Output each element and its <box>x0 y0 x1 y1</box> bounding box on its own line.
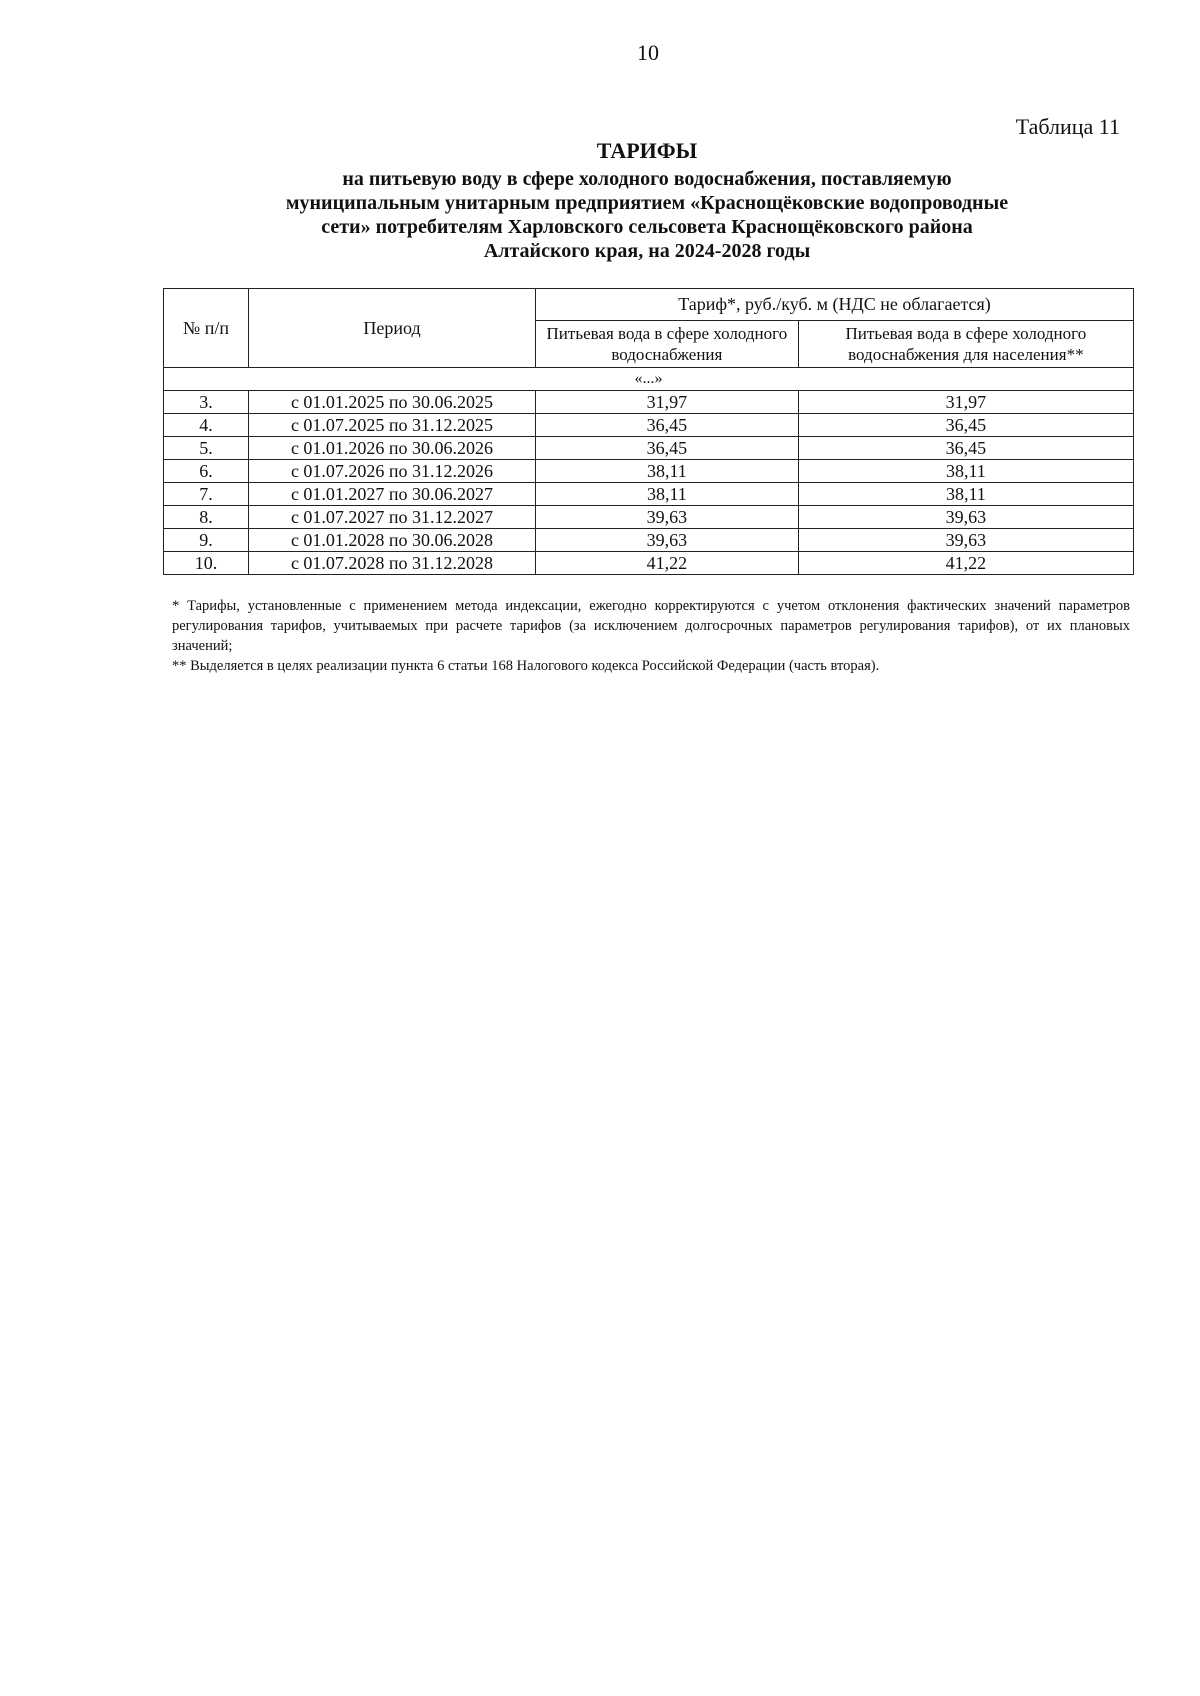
footnotes <box>172 596 1130 676</box>
cell-drinking: 36,45 <box>536 437 799 460</box>
table-row <box>164 483 1134 506</box>
table-row-ellipsis <box>164 368 1134 391</box>
table-label: Таблица 11 <box>1015 114 1120 139</box>
title-line: сети» потребителям Харловского сельсовета Краснощёковского района <box>321 216 973 238</box>
title-line: Алтайского края, на 2024-2028 годы <box>483 240 811 262</box>
cell-drinking: 36,45 <box>536 414 799 437</box>
header-period: Период <box>249 289 536 368</box>
cell-num: 3. <box>164 391 249 414</box>
table-row <box>164 506 1134 529</box>
cell-drinking: 39,63 <box>536 529 799 552</box>
cell-num: 5. <box>164 437 249 460</box>
header-drinking-water: Питьевая вода в сфере холодного водоснабжения <box>536 321 799 368</box>
ellipsis-cell: «...» <box>164 368 1134 391</box>
cell-population: 38,11 <box>798 460 1133 483</box>
table-row <box>164 460 1134 483</box>
cell-drinking: 41,22 <box>536 552 799 575</box>
cell-population: 39,63 <box>798 506 1133 529</box>
cell-drinking: 31,97 <box>536 391 799 414</box>
cell-period: с 01.01.2027 по 30.06.2027 <box>249 483 536 506</box>
header-population: Питьевая вода в сфере холодного водоснабжения для населения** <box>798 321 1133 368</box>
table-row <box>164 552 1134 575</box>
cell-period: с 01.07.2028 по 31.12.2028 <box>249 552 536 575</box>
cell-population: 36,45 <box>798 414 1133 437</box>
page-number: 10 <box>637 40 659 65</box>
cell-population: 36,45 <box>798 437 1133 460</box>
cell-num: 8. <box>164 506 249 529</box>
cell-population: 31,97 <box>798 391 1133 414</box>
cell-num: 9. <box>164 529 249 552</box>
table-row <box>164 529 1134 552</box>
cell-num: 7. <box>164 483 249 506</box>
cell-period: с 01.07.2025 по 31.12.2025 <box>249 414 536 437</box>
cell-population: 39,63 <box>798 529 1133 552</box>
cell-population: 41,22 <box>798 552 1133 575</box>
cell-num: 10. <box>164 552 249 575</box>
cell-drinking: 39,63 <box>536 506 799 529</box>
cell-num: 4. <box>164 414 249 437</box>
table-row <box>164 414 1134 437</box>
title-line: муниципальным унитарным предприятием «Краснощёковские водопроводные <box>285 192 1009 214</box>
table-row <box>164 391 1134 414</box>
table-row <box>164 437 1134 460</box>
cell-drinking: 38,11 <box>536 483 799 506</box>
footnote: * Тарифы, установленные с применением метода индексации, ежегодно корректируются с учетом отклонения фактических значений параметров регулирования тарифов, учитываемых при расчете тарифов (за исключением долгосрочных параметров регулирования тарифов), от их плановых значений; <box>172 598 1130 654</box>
cell-period: с 01.01.2026 по 30.06.2026 <box>249 437 536 460</box>
title-line: на питьевую воду в сфере холодного водоснабжения, поставляемую <box>342 168 952 190</box>
cell-period: с 01.01.2025 по 30.06.2025 <box>249 391 536 414</box>
footnote: ** Выделяется в целях реализации пункта 6 статьи 168 Налогового кодекса Российской Федерации (часть вторая). <box>172 658 880 674</box>
document-title <box>160 138 1134 263</box>
cell-population: 38,11 <box>798 483 1133 506</box>
tariffs-table <box>163 288 1134 575</box>
title-main: ТАРИФЫ <box>596 138 698 163</box>
header-tariff-group: Тариф*, руб./куб. м (НДС не облагается) <box>536 289 1134 321</box>
cell-num: 6. <box>164 460 249 483</box>
cell-period: с 01.01.2028 по 30.06.2028 <box>249 529 536 552</box>
cell-drinking: 38,11 <box>536 460 799 483</box>
cell-period: с 01.07.2026 по 31.12.2026 <box>249 460 536 483</box>
cell-period: с 01.07.2027 по 31.12.2027 <box>249 506 536 529</box>
header-num: № п/п <box>164 289 249 368</box>
